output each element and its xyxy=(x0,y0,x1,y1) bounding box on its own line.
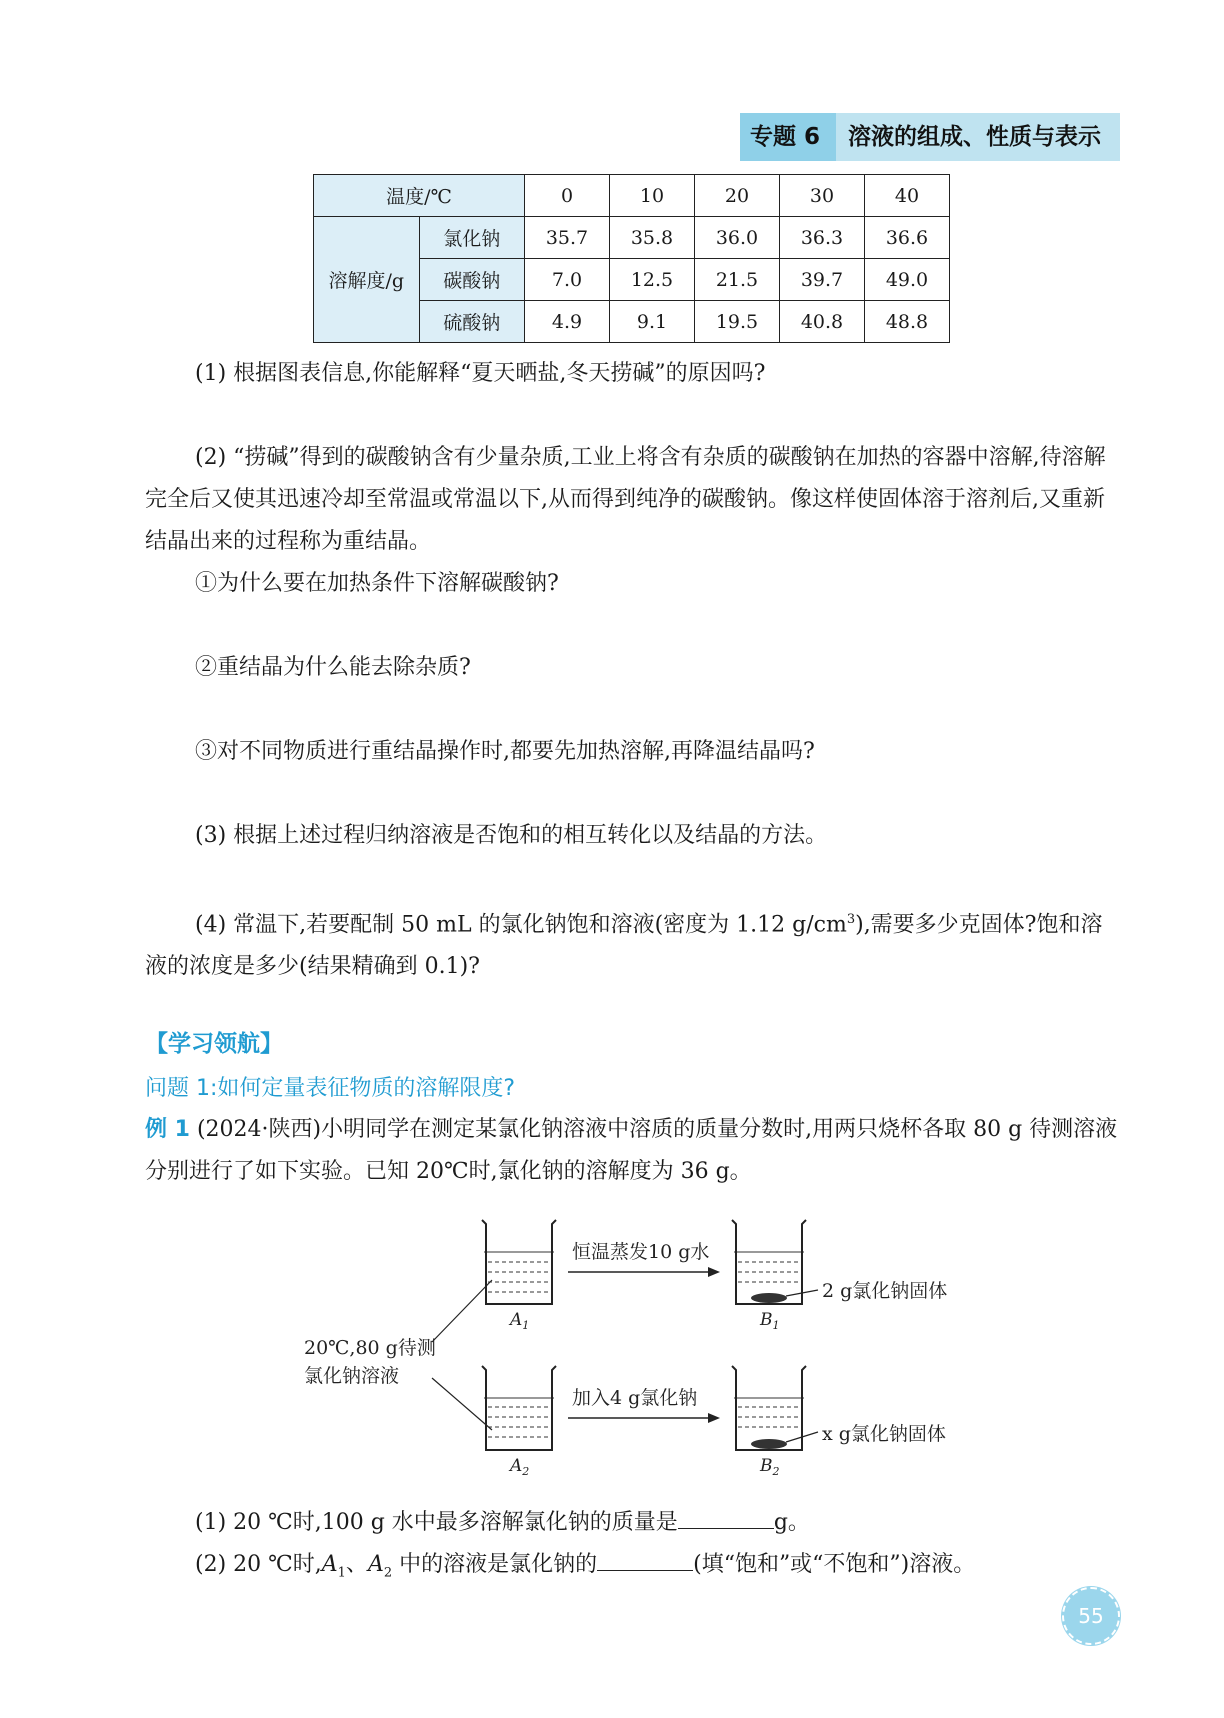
left-label-line2: 氯化钠溶液 xyxy=(304,1365,400,1387)
sub-question-1 xyxy=(145,1502,1120,1544)
arrow-head xyxy=(708,1413,720,1423)
beaker-a2 xyxy=(482,1366,556,1450)
problem-title: 问题 1:如何定量表征物质的溶解限度? xyxy=(145,1076,516,1101)
temp-header: 温度/℃ xyxy=(314,175,525,217)
row-name: 硫酸钠 xyxy=(419,301,525,343)
table-cell: 36.6 xyxy=(865,217,950,259)
result2-label: x g氯化钠固体 xyxy=(822,1423,946,1445)
table-cell: 12.5 xyxy=(610,259,695,301)
beaker-b1-label: $B_1$ xyxy=(760,1310,780,1332)
subscript: 2 xyxy=(383,1565,393,1581)
solid-crystals xyxy=(751,1439,787,1449)
beaker-a1 xyxy=(482,1220,556,1304)
question-2: (2) “捞碱”得到的碳酸钠含有少量杂质,工业上将含有杂质的碳酸钠在加热的容器中溶解,待溶解完全后又使其迅速冷却至常温或常温以下,从而得到纯净的碳酸钠。像这样使固体溶于溶剂后,又重新结晶出来的过程称为重结晶。 xyxy=(145,445,1106,554)
left-label-line1: 20℃,80 g待测 xyxy=(304,1337,436,1359)
arrow1-label: 恒温蒸发10 g水 xyxy=(572,1241,710,1263)
example-label: 例 1 xyxy=(145,1117,190,1142)
topic-title: 溶液的组成、性质与表示 xyxy=(848,124,1101,150)
row-name: 碳酸钠 xyxy=(419,259,525,301)
table-cell: 48.8 xyxy=(865,301,950,343)
sub-question-2-end: (填“饱和”或“不饱和”)溶液。 xyxy=(693,1552,976,1577)
question-4-text: (4) 常温下,若要配制 50 mL 的氯化钠饱和溶液(密度为 1.12 g/cm xyxy=(195,912,847,938)
arrow2-label: 加入4 g氯化钠 xyxy=(572,1387,698,1409)
question-4-text-end: ),需要多少克固体?饱和溶液的浓度是多少(结果精确到 0.1)? xyxy=(145,912,1103,980)
table-cell: 36.3 xyxy=(780,217,865,259)
temp-cell: 0 xyxy=(525,175,610,217)
table-cell: 19.5 xyxy=(695,301,780,343)
example-text: (2024·陕西)小明同学在测定某氯化钠溶液中溶质的质量分数时,用两只烧杯各取 80 g 待测溶液分别进行了如下实验。已知 20℃时,氯化钠的溶解度为 36 g。 xyxy=(145,1117,1118,1184)
separator: 、 xyxy=(345,1552,368,1577)
pointer-line xyxy=(432,1378,492,1430)
var-a1: A xyxy=(321,1552,338,1577)
page-number: 55 xyxy=(1062,1587,1120,1645)
answer-blank[interactable] xyxy=(678,1506,774,1529)
sub-question-1-text: (1) 20 ℃时,100 g 水中最多溶解氯化钠的质量是 xyxy=(195,1510,678,1535)
row-name: 氯化钠 xyxy=(419,217,525,259)
arrow-head xyxy=(708,1267,720,1277)
table-cell: 40.8 xyxy=(780,301,865,343)
table-cell: 36.0 xyxy=(695,217,780,259)
question-2a: ①为什么要在加热条件下溶解碳酸钠? xyxy=(195,571,559,596)
table-cell: 21.5 xyxy=(695,259,780,301)
question-3: (3) 根据上述过程归纳溶液是否饱和的相互转化以及结晶的方法。 xyxy=(195,823,828,848)
table-cell: 7.0 xyxy=(525,259,610,301)
var-a2: A xyxy=(367,1552,384,1577)
answer-blank[interactable] xyxy=(597,1548,693,1571)
table-cell: 49.0 xyxy=(865,259,950,301)
table-cell: 9.1 xyxy=(610,301,695,343)
beaker-b2 xyxy=(732,1366,806,1450)
beaker-a2-label: $A_2$ xyxy=(510,1456,530,1478)
table-cell: 39.7 xyxy=(780,259,865,301)
superscript: 3 xyxy=(846,912,856,927)
sub-question-2-text: (2) 20 ℃时, xyxy=(195,1552,322,1577)
question-2c: ③对不同物质进行重结晶操作时,都要先加热溶解,再降温结晶吗? xyxy=(195,739,815,764)
topic-label: 专题 6 xyxy=(750,124,821,150)
table-cell: 35.7 xyxy=(525,217,610,259)
temp-cell: 40 xyxy=(865,175,950,217)
temp-cell: 10 xyxy=(610,175,695,217)
temp-cell: 20 xyxy=(695,175,780,217)
sub-question-1-end: g。 xyxy=(773,1510,810,1535)
subscript: 1 xyxy=(337,1565,346,1581)
question-2b: ②重结晶为什么能去除杂质? xyxy=(195,655,471,680)
section-title: 【学习领航】 xyxy=(145,1031,283,1057)
sub-question-2 xyxy=(145,1544,1120,1594)
sub-question-2-mid: 中的溶液是氯化钠的 xyxy=(392,1552,598,1577)
question-1: (1) 根据图表信息,你能解释“夏天晒盐,冬天捞碱”的原因吗? xyxy=(195,361,766,386)
pointer-line xyxy=(432,1280,492,1342)
beaker-b2-label: $B_2$ xyxy=(760,1456,780,1478)
beaker-b1 xyxy=(732,1220,806,1304)
group-label: 溶解度/g xyxy=(314,217,420,343)
beaker-a1-label: $A_1$ xyxy=(510,1310,530,1332)
result1-label: 2 g氯化钠固体 xyxy=(822,1280,948,1302)
temp-cell: 30 xyxy=(780,175,865,217)
table-cell: 35.8 xyxy=(610,217,695,259)
solid-crystals xyxy=(751,1293,787,1303)
table-cell: 4.9 xyxy=(525,301,610,343)
